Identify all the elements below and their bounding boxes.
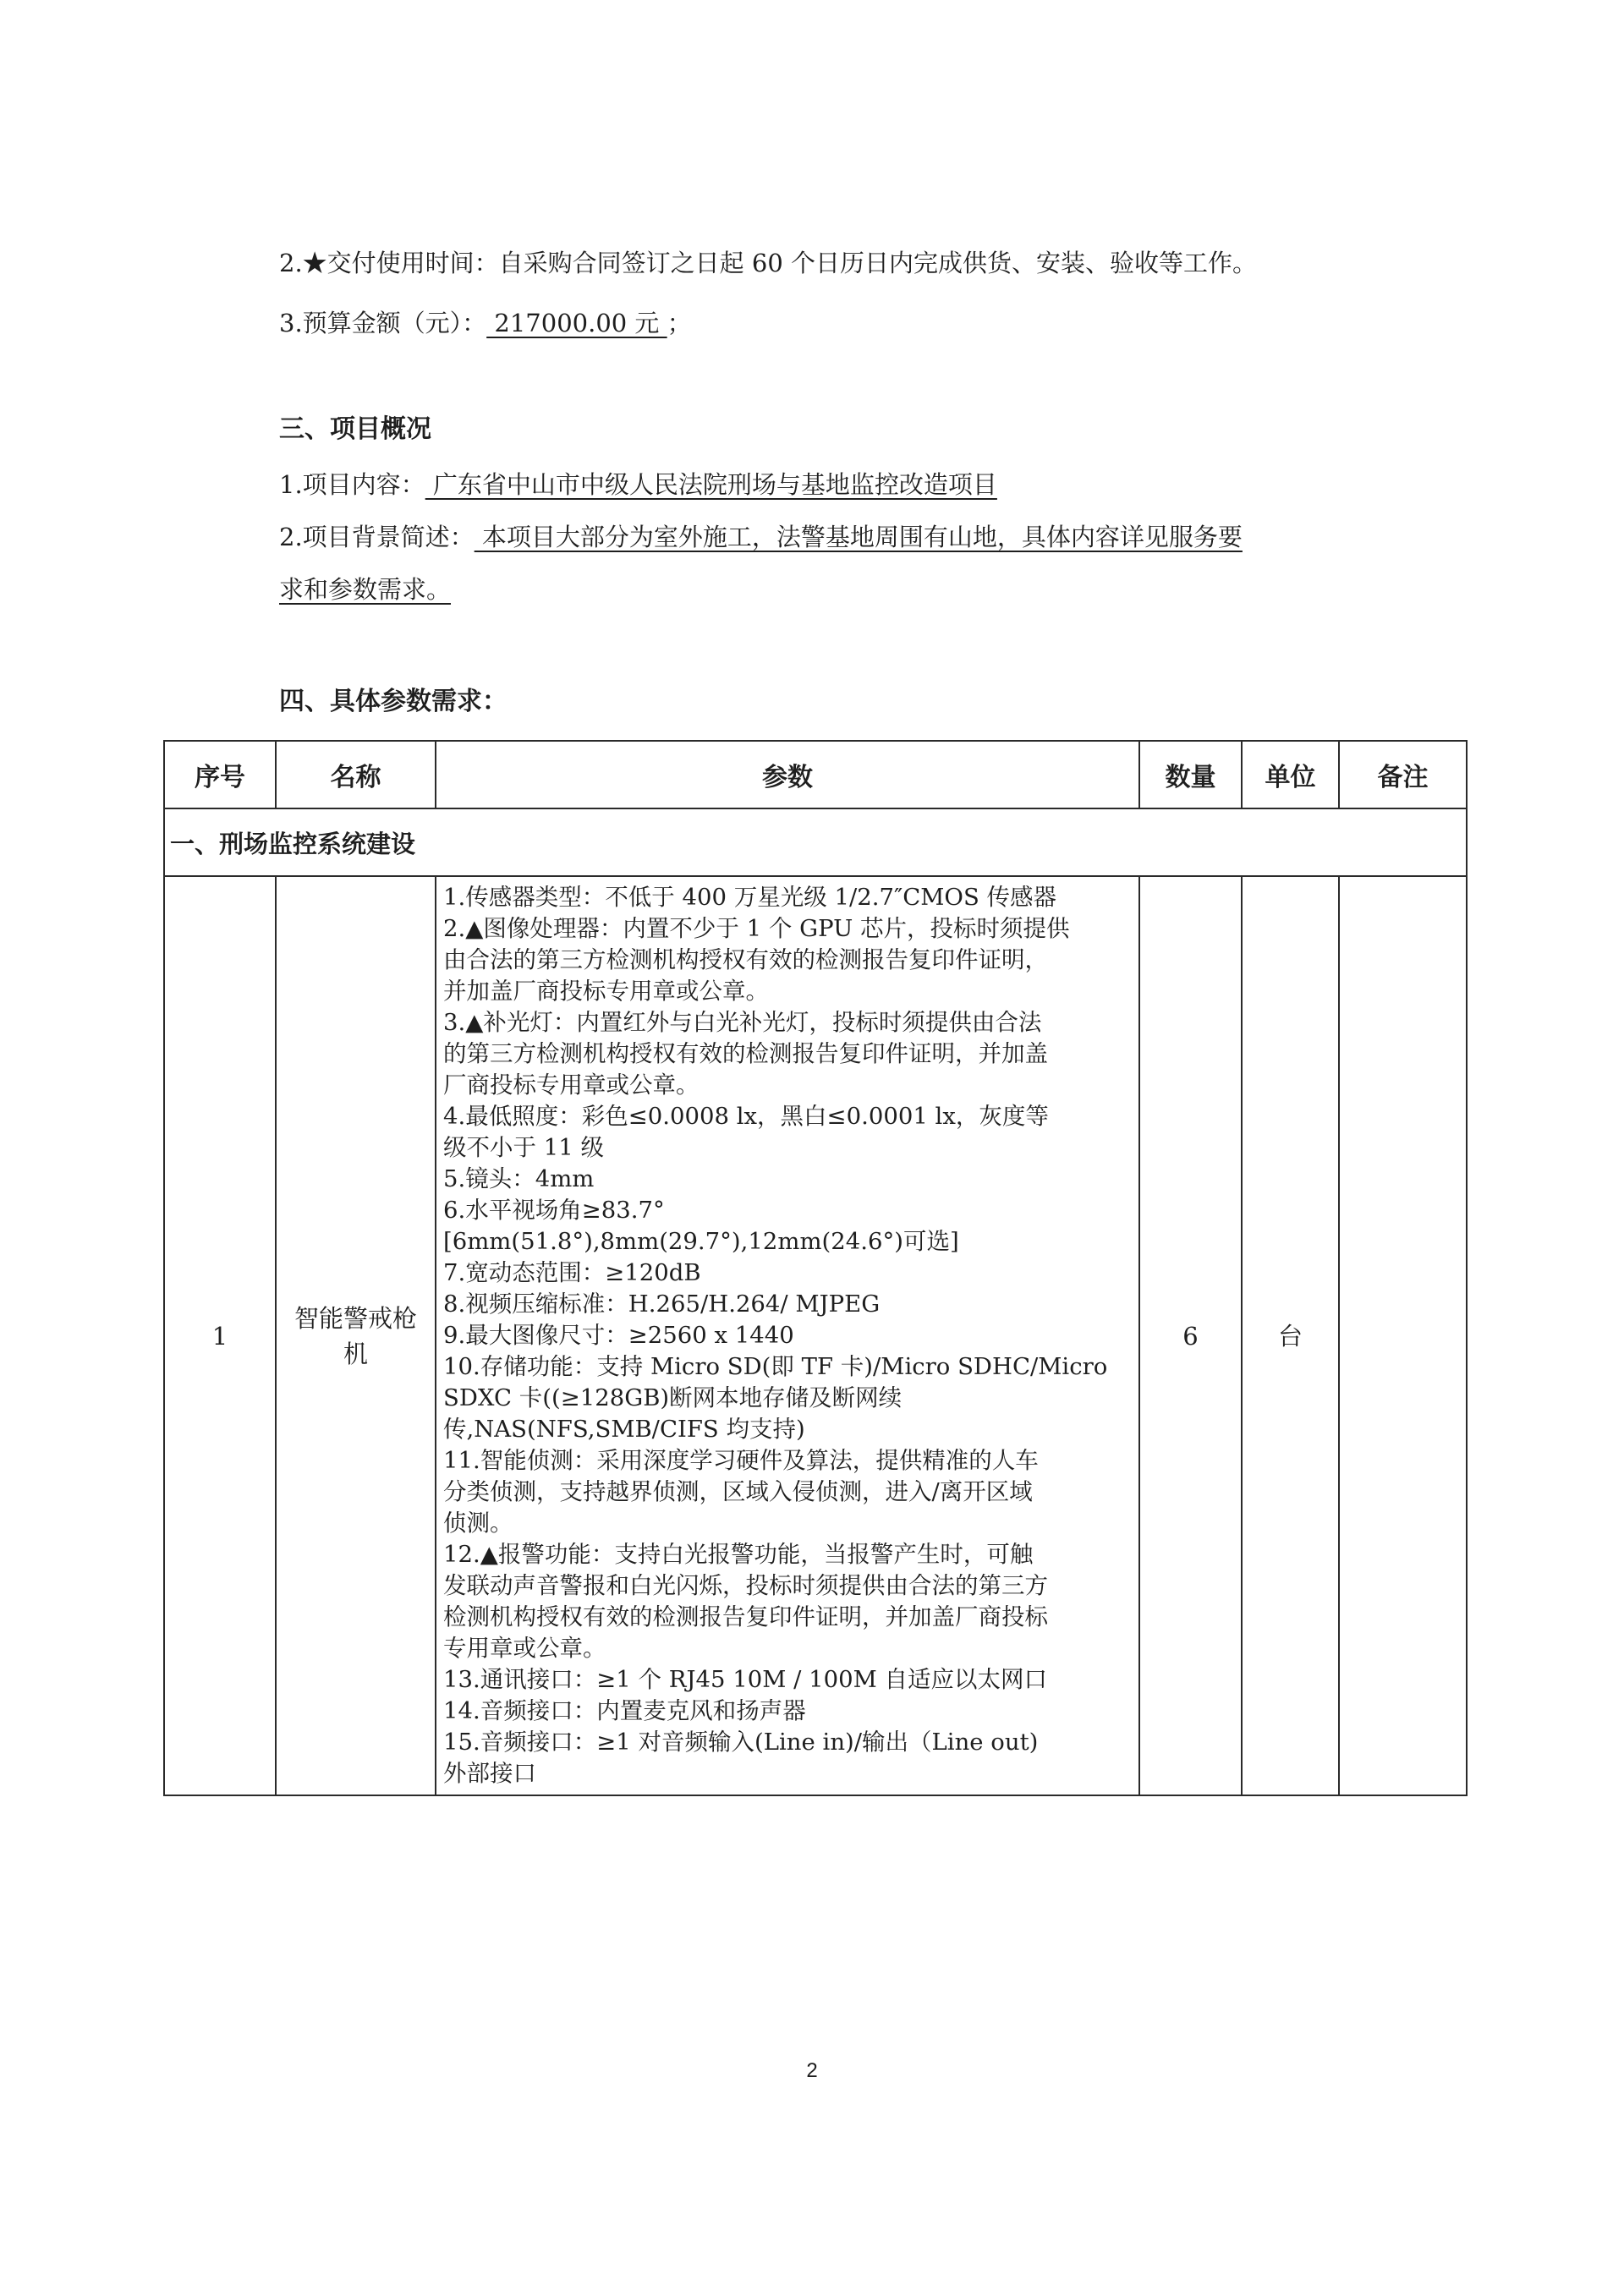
row-params: [436, 876, 1139, 1795]
page-number: 2: [806, 2059, 818, 2082]
param-line: 外部接口: [443, 1760, 536, 1787]
param-line: 并加盖厂商投标专用章或公章。: [443, 978, 769, 1005]
table-section-row: [164, 808, 1467, 876]
budget-label: 3.预算金额（元）：: [279, 309, 487, 337]
row-seq: 1: [164, 876, 276, 1795]
param-line: 传,NAS(NFS,SMB/CIFS 均支持): [443, 1416, 805, 1443]
param-line: 厂商投标专用章或公章。: [443, 1071, 700, 1099]
param-line: 4.最低照度：彩色≤0.0008 lx，黑白≤0.0001 lx，灰度等: [443, 1103, 1049, 1130]
param-line: 的第三方检测机构授权有效的检测报告复印件证明，并加盖: [443, 1040, 1048, 1067]
section-title: 一、刑场监控系统建设: [164, 808, 1467, 876]
row-qty: 6: [1139, 876, 1242, 1795]
budget-value: 217000.00 元: [486, 309, 667, 337]
row-unit: 台: [1242, 876, 1339, 1795]
param-line: 分类侦测，支持越界侦测，区域入侵侦测，进入/离开区域: [443, 1478, 1033, 1505]
spec-table: [163, 740, 1468, 1796]
param-line: 3.▲补光灯：内置红外与白光补光灯，投标时须提供由合法: [443, 1009, 1042, 1036]
header-remark: 备注: [1339, 741, 1467, 808]
project-background-line: [279, 520, 1243, 554]
param-line: SDXC 卡((≥128GB)断网本地存储及断网续: [443, 1384, 903, 1411]
param-line: 8.视频压缩标准：H.265/H.264/ MJPEG: [443, 1290, 881, 1318]
param-line: 6.水平视场角≥83.7°: [443, 1197, 665, 1224]
param-line: 15.音频接口：≥1 对音频输入(Line in)/输出（Line out): [443, 1729, 1039, 1756]
header-params: 参数: [436, 741, 1139, 808]
param-line: 级不小于 11 级: [443, 1134, 604, 1161]
params-heading: 四、具体参数需求：: [279, 687, 508, 716]
param-line: 14.音频接口：内置麦克风和扬声器: [443, 1697, 806, 1724]
table-row: [164, 876, 1467, 1795]
param-line: [6mm(51.8°),8mm(29.7°),12mm(24.6°)可选]: [443, 1228, 959, 1255]
project-content-value: 广东省中山市中级人民法院刑场与基地监控改造项目: [425, 470, 997, 499]
param-line: 检测机构授权有效的检测报告复印件证明，并加盖厂商投标: [443, 1603, 1048, 1630]
header-name: 名称: [276, 741, 436, 808]
header-unit: 单位: [1242, 741, 1339, 808]
project-content-label: 1.项目内容：: [279, 470, 425, 499]
header-qty: 数量: [1139, 741, 1242, 808]
project-background-continued: 求和参数需求。: [279, 575, 452, 604]
param-line: 5.镜头：4mm: [443, 1165, 595, 1192]
param-line: 由合法的第三方检测机构授权有效的检测报告复印件证明，: [443, 946, 1048, 973]
project-content-line: [279, 468, 997, 501]
param-line: 10.存储功能：支持 Micro SD(即 TF 卡)/Micro SDHC/Micro: [443, 1353, 1108, 1380]
row-remark: [1339, 876, 1467, 1795]
param-line: 9.最大图像尺寸：≥2560 x 1440: [443, 1322, 794, 1349]
project-background-value: 本项目大部分为室外施工，法警基地周围有山地，具体内容详见服务要: [474, 523, 1243, 551]
param-line: 专用章或公章。: [443, 1635, 606, 1662]
param-line: 13.通讯接口：≥1 个 RJ45 10M / 100M 自适应以太网口: [443, 1666, 1048, 1693]
budget-suffix: ；: [667, 309, 692, 337]
param-line: 侦测。: [443, 1510, 513, 1537]
param-line: 发联动声音警报和白光闪烁，投标时须提供由合法的第三方: [443, 1572, 1048, 1599]
param-line: 7.宽动态范围：≥120dB: [443, 1259, 701, 1286]
row-name: 智能警戒枪机: [276, 876, 436, 1795]
overview-heading: 三、项目概况: [279, 414, 431, 444]
delivery-time-line: 2.★交付使用时间：自采购合同签订之日起 60 个日历日内完成供货、安装、验收等工作。: [279, 249, 1258, 277]
budget-line: [279, 306, 692, 340]
param-line: 2.▲图像处理器：内置不少于 1 个 GPU 芯片，投标时须提供: [443, 915, 1070, 942]
param-line: 11.智能侦测：采用深度学习硬件及算法，提供精准的人车: [443, 1447, 1039, 1474]
header-seq: 序号: [164, 741, 276, 808]
param-line: 1.传感器类型：不低于 400 万星光级 1/2.7″CMOS 传感器: [443, 884, 1057, 911]
project-background-label: 2.项目背景简述：: [279, 523, 475, 551]
param-line: 12.▲报警功能：支持白光报警功能，当报警产生时，可触: [443, 1541, 1034, 1568]
table-header-row: [164, 741, 1467, 808]
